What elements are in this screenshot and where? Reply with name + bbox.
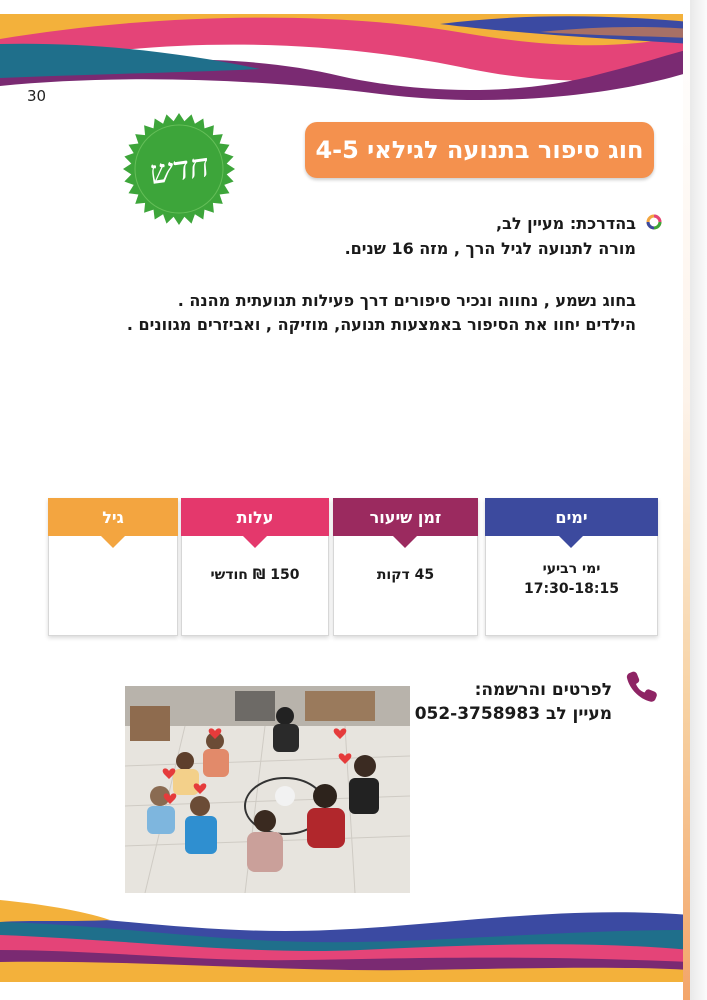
duration-card [333, 498, 478, 636]
price-card-header [181, 498, 329, 550]
price-card-title: עלות [236, 508, 274, 527]
ring-bullet-icon [645, 213, 663, 231]
days-card-title: ימים [555, 508, 588, 527]
description-line-1: בחוג נשמע , נחווה ונכיר סיפורים דרך פעילות תנועתית מהנה . [177, 291, 636, 310]
age-card-header [48, 498, 178, 550]
days-card-header [485, 498, 658, 550]
duration-card-body [334, 565, 477, 585]
phone-icon [624, 668, 660, 704]
new-badge [123, 113, 235, 225]
duration-value: 45 דקות [376, 567, 435, 583]
duration-card-header [333, 498, 478, 550]
days-value: ימי רביעי [542, 561, 601, 577]
price-card-body [182, 565, 328, 585]
page-number: 30 [27, 87, 47, 105]
age-card-title: גיל [102, 508, 124, 527]
time-value: 17:30-18:15 [524, 581, 619, 597]
description-line-2: הילדים יחוו את הסיפור באמצעות תנועה, מוזיקה , ואביזרים מגוונים . [126, 315, 636, 334]
price-value: 150 ₪ חודשי [210, 567, 300, 583]
right-color-strip [683, 0, 690, 1000]
age-card [48, 498, 178, 636]
course-title: חוג סיפור בתנועה לגילאי 4-5 [305, 122, 654, 178]
price-card [181, 498, 329, 636]
days-card [485, 498, 658, 636]
days-card-body [486, 559, 657, 599]
instructor-line: בהדרכת: מעיין לב, [496, 214, 636, 233]
duration-card-title: זמן שיעור [369, 508, 442, 527]
bottom-decorative-wave [0, 900, 690, 982]
contact-details: מעיין לב 052-3758983 [414, 704, 612, 724]
scan-edge [690, 0, 707, 1000]
instructor-credentials: מורה לתנועה לגיל הרך , מזה 16 שנים. [344, 239, 636, 258]
new-badge-label: חדש [146, 145, 212, 192]
top-decorative-wave [0, 14, 690, 104]
children-activity-photo [125, 686, 410, 893]
contact-heading: לפרטים והרשמה: [474, 680, 612, 700]
